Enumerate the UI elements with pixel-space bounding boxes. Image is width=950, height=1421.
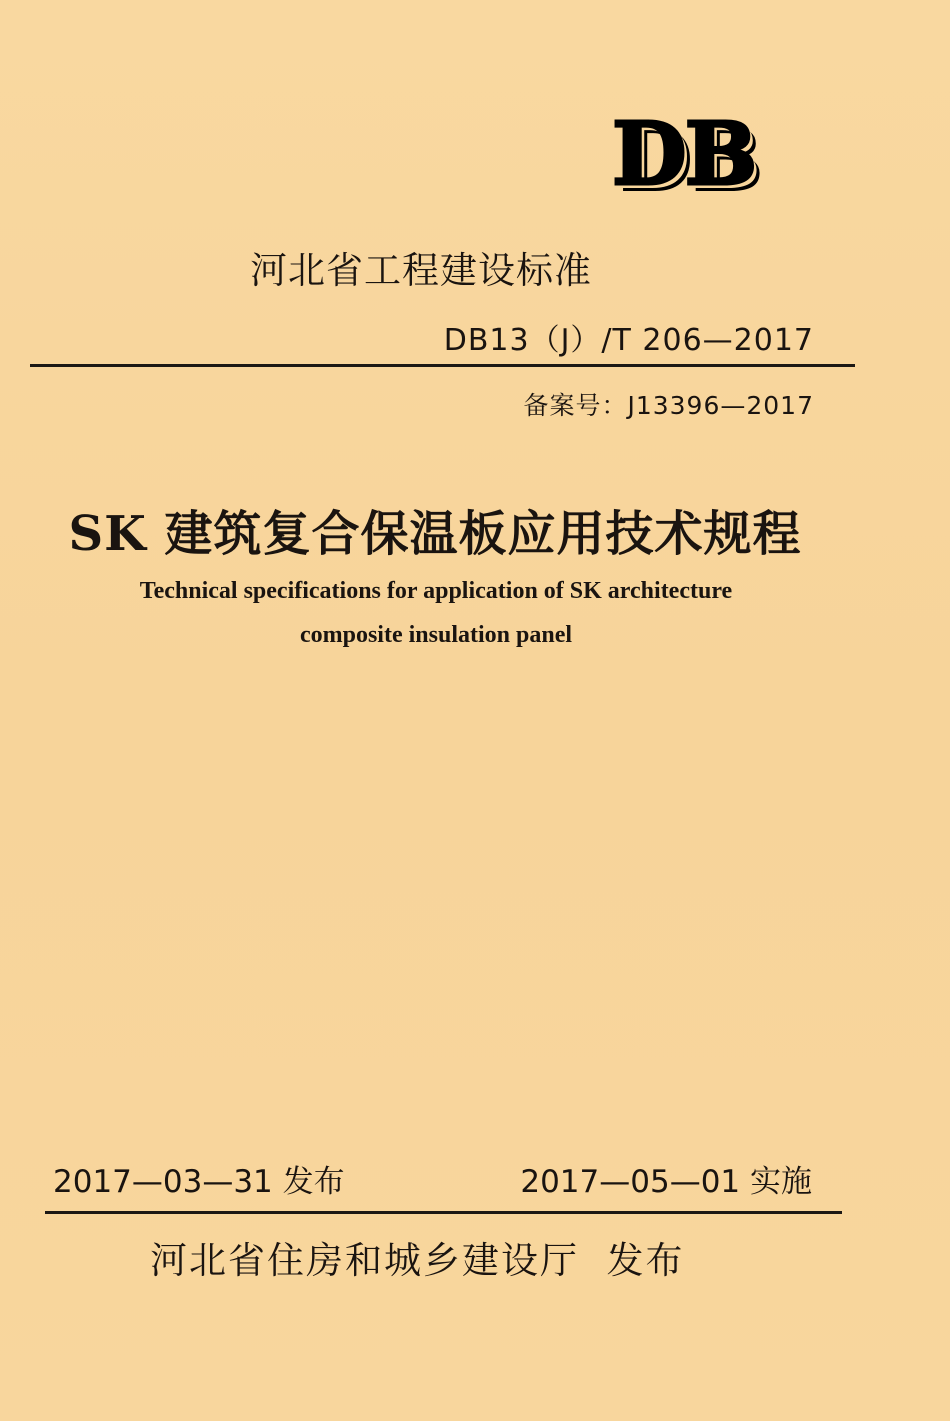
title-english-line2: composite insulation panel: [299, 622, 573, 648]
title-english-line1: Technical specifications for application of SK architecture: [139, 578, 733, 604]
implementation-date: 2017—05—01 实施: [520, 1164, 812, 1200]
standard-code: DB13（J）/T 206—2017: [443, 323, 814, 358]
db-logo: [612, 104, 812, 205]
bottom-divider: [45, 1211, 842, 1214]
issuing-authority: 河北省住房和城乡建设厅 发布: [150, 1239, 685, 1282]
top-divider: [30, 364, 855, 367]
record-number: 备案号：J13396—2017: [523, 391, 814, 420]
issue-date: 2017—03—31 发布: [53, 1164, 345, 1200]
standard-type: 河北省工程建设标准: [250, 249, 592, 292]
db-logo-text: DB: [612, 104, 756, 205]
title-chinese: SK 建筑复合保温板应用技术规程: [68, 506, 802, 562]
